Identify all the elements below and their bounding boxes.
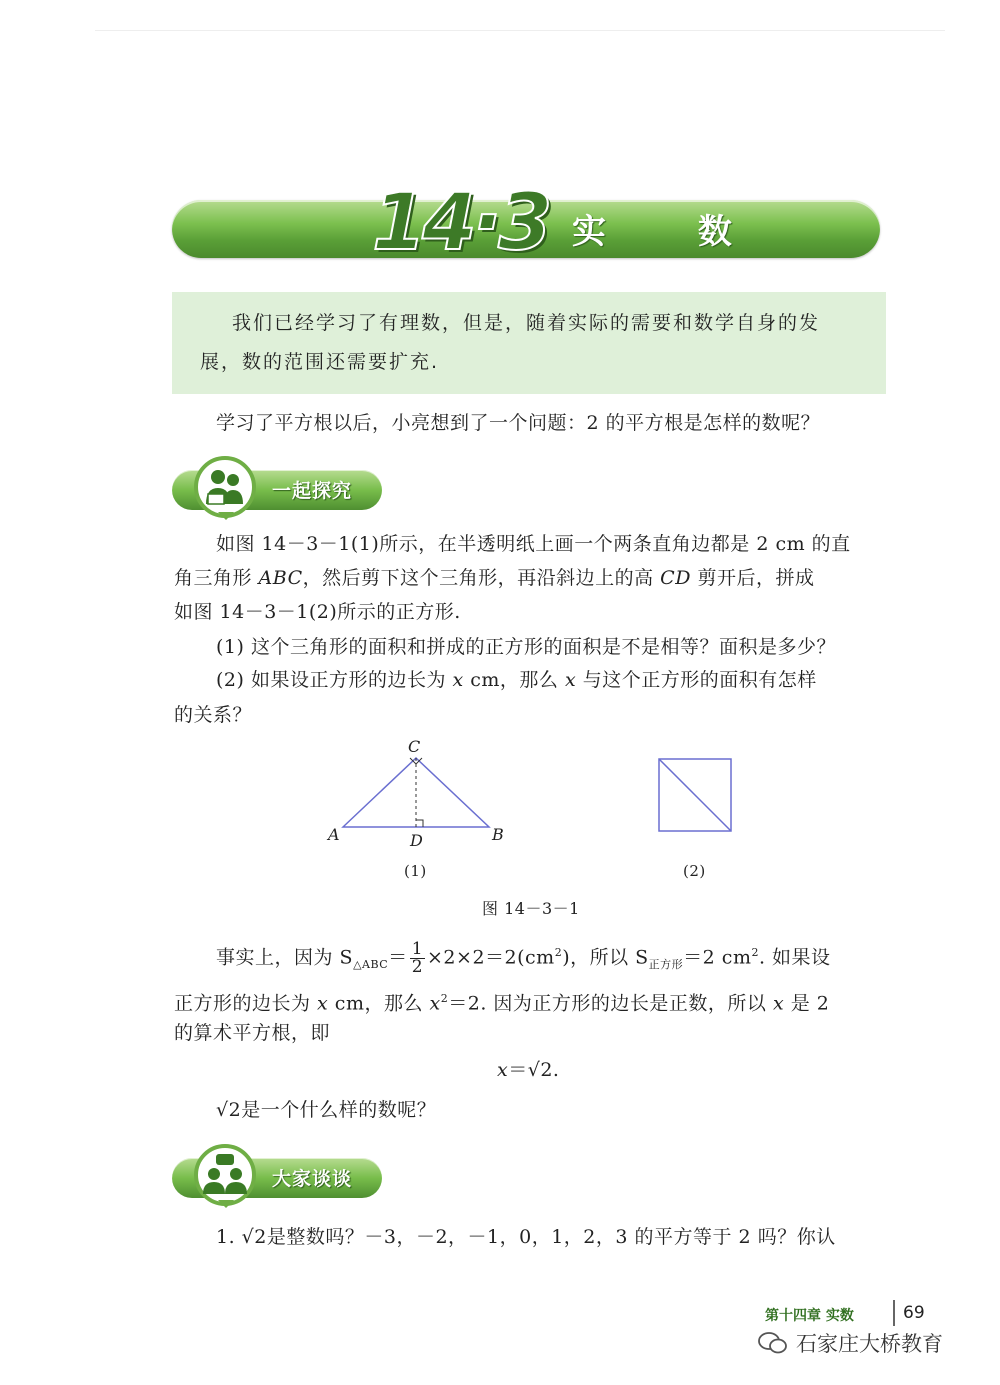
page-number: 69	[903, 1303, 925, 1323]
intro-box	[172, 292, 886, 394]
discussion-question-1: 1. √2是整数吗？－3，－2，－1，0，1，2，3 的平方等于 2 吗？你认	[216, 1226, 836, 1248]
subfigure-label-2: (2)	[683, 862, 706, 880]
section-banner	[172, 178, 882, 288]
page-edge	[95, 30, 945, 31]
discussion-icon	[194, 1144, 256, 1206]
activity-label: 大家谈谈	[272, 1168, 353, 1190]
activity-paragraph-line-1: 如图 14－3－1(1)所示，在半透明纸上画一个两条直角边都是 2 cm 的直	[216, 533, 851, 555]
triangle-abc	[343, 758, 489, 827]
section-title: 实 数	[572, 212, 772, 252]
label-d: D	[410, 831, 424, 850]
question-1: (1) 这个三角形的面积和拼成的正方形的面积是不是相等？面积是多少？	[216, 636, 836, 658]
badge-tail	[218, 1200, 234, 1208]
figure-14-3-1	[310, 737, 750, 940]
body-line-2: 正方形的边长为 x cm，那么 $x^2=2$. 因为正方形的边长是正数，所以 x 是 2	[174, 992, 830, 1015]
activity-paragraph-line-3: 如图 14－3－1(2)所示的正方形.	[174, 601, 461, 623]
footer-separator	[893, 1300, 895, 1326]
question-2-line-2: 的关系？	[174, 704, 253, 726]
label-a: A	[328, 825, 341, 844]
figure-caption: 图 14－3－1	[482, 899, 580, 918]
watermark-text: 石家庄大桥教育	[796, 1332, 943, 1356]
group-icon	[194, 456, 256, 518]
activity-badge-discuss	[172, 1150, 384, 1210]
wechat-icon	[758, 1330, 788, 1356]
intro-line-1: 我们已经学习了有理数，但是，随着实际的需要和数学自身的发	[232, 312, 821, 334]
section-number: 14·3	[372, 178, 549, 268]
badge-tail	[218, 512, 234, 520]
equation-x-sqrt2: x＝√2.	[497, 1059, 560, 1081]
activity-paragraph-line-2: 角三角形 ABC，然后剪下这个三角形，再沿斜边上的高 CD 剪开后，拼成	[174, 567, 815, 589]
body-line-1: 事实上，因为 $S_{\triangle ABC}=$ $\frac{1}{2}$ $\times 2\times 2=2(cm^2)$，所以 $S_{正方形}=2$ $cm^2$. 如果设	[216, 938, 831, 977]
activity-badge-explore	[172, 462, 384, 522]
intro-line-2: 展，数的范围还需要扩充.	[200, 351, 440, 373]
fraction-one-half: $\frac{1}{2}$	[411, 938, 424, 977]
label-b: B	[492, 825, 505, 844]
square-diagonal	[659, 759, 731, 831]
activity-label: 一起探究	[272, 480, 353, 502]
chapter-footer: 第十四章 实数	[765, 1308, 854, 1324]
body-line-4: √2是一个什么样的数呢？	[216, 1099, 437, 1121]
lead-paragraph: 学习了平方根以后，小亮想到了一个问题：2 的平方根是怎样的数呢？	[216, 412, 821, 434]
label-c: C	[408, 737, 421, 756]
question-2: (2) 如果设正方形的边长为 x cm，那么 x 与这个正方形的面积有怎样	[216, 669, 817, 691]
body-line-3: 的算术平方根，即	[174, 1022, 331, 1044]
subfigure-label-1: (1)	[404, 862, 427, 880]
